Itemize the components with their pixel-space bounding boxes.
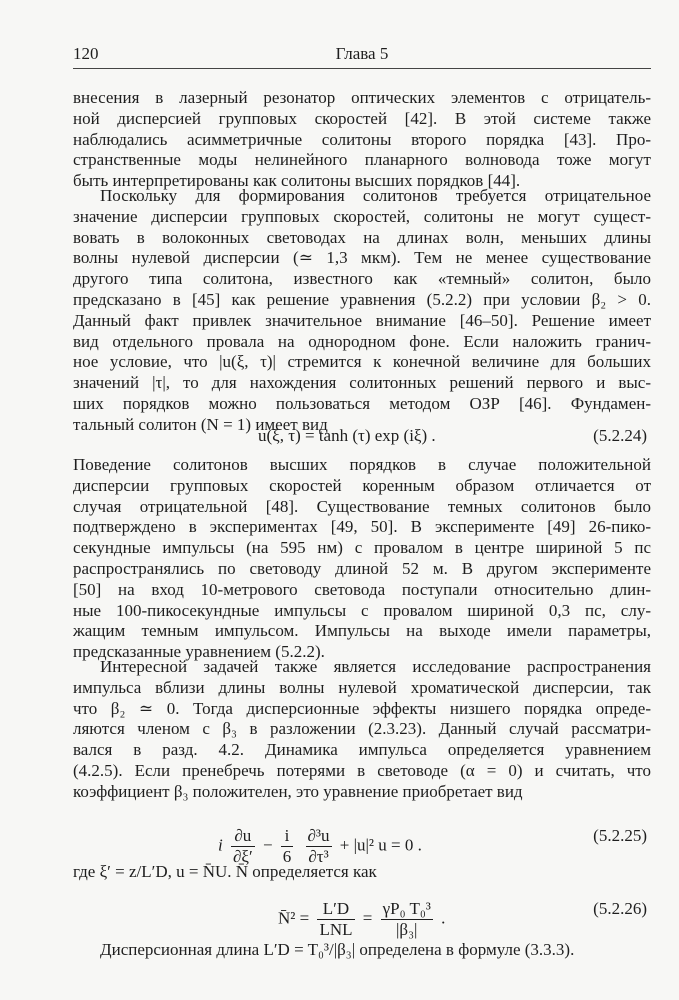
denominator: LNL	[319, 920, 353, 939]
denominator: |β₃|	[396, 920, 418, 939]
text-line: предсказано в [45] как решение уравнения (5.2.2) при условии β₂ > 0.	[73, 289, 651, 309]
text-line: ной дисперсией групповых скоростей [42]. В этой системе также	[73, 108, 651, 128]
text-line: тальный солитон (N = 1) имеет вид	[73, 414, 328, 434]
numerator: ∂u	[231, 826, 255, 847]
chapter-title: Глава 5	[335, 44, 389, 63]
header-rule	[73, 68, 651, 69]
text-line: ные 100-пикосекундные импульсы с провалом шириной 0,3 пс, слу-	[73, 600, 651, 620]
equation-number: (5.2.24)	[593, 426, 647, 445]
text-line: коэффициент β₃ положителен, это уравнение приобретает вид	[73, 781, 523, 801]
text-line: ших порядков можно пользоваться методом ОЗР [46]. Фундамен-	[73, 393, 651, 413]
text-line: распространялись по световоду длиной 52 м. В другом эксперименте	[73, 558, 651, 578]
text-line: подтверждено в экспериментах [49, 50]. В эксперименте [49] 26-пико-	[73, 517, 651, 537]
equation-expression	[218, 826, 422, 867]
numerator: γP₀ T₀³	[382, 899, 431, 918]
text-line: что β₂ ≃ 0. Тогда дисперсионные эффекты низшего порядка опреде-	[73, 698, 651, 718]
operator: −	[262, 835, 273, 855]
text-line: странственные моды нелинейного планарного волновода тоже могут	[73, 150, 651, 170]
text-line: секундные импульсы (на 595 нм) с провалом в центре шириной 5 пс	[73, 538, 651, 558]
text-line: наблюдались асимметричные солитоны второго порядка [43]. Про-	[73, 129, 651, 149]
text-line: вался в разд. 4.2. Динамика импульса определяется уравнением	[73, 740, 651, 760]
text-line: (4.2.5). Если пренебречь потерями в световоде (α = 0) и считать, что	[73, 760, 651, 780]
text-line: ное условие, что |u(ξ, τ)| стремится к конечной величине для больших	[73, 352, 651, 372]
text-line: вовать в волоконных световодах на длинах волн, меньших длины	[73, 227, 651, 247]
text-line: другого типа солитона, известного как «темный» солитон, было	[73, 269, 651, 289]
eq-end: .	[441, 908, 446, 928]
text-line: быть интерпретированы как солитоны высших порядков [44].	[73, 171, 521, 191]
definition-line: где ξ′ = z/L′D, u = N̄U. N̄ определяется как	[73, 862, 377, 881]
text-line: предсказанные уравнением (5.2.2).	[73, 642, 325, 662]
denominator: ∂ξ′	[232, 847, 253, 866]
text-line: Интересной задачей также является исследование распространения	[100, 657, 651, 676]
text-line: значение дисперсии групповых скоростей, солитоны не могут сущест-	[73, 206, 651, 226]
fraction	[381, 899, 433, 940]
eq-suffix: + |u|² u = 0 .	[339, 835, 422, 855]
paragraph-2	[73, 186, 651, 436]
fraction	[231, 826, 255, 867]
denominator: ∂τ³	[308, 847, 329, 866]
text-line: жащим темным импульсом. Импульсы на выходе имели параметры,	[73, 621, 651, 641]
equation-5-2-26	[73, 885, 651, 939]
operator: =	[362, 908, 373, 928]
paragraph-5	[73, 940, 651, 961]
text-line: [50] на вход 10-метрового световода поступали относительно длин-	[73, 579, 651, 599]
fraction	[306, 826, 332, 867]
text-line: волны нулевой дисперсии (≃ 1,3 мкм). Тем не менее существование	[73, 248, 651, 268]
text-line: ляются членом с β₃ в разложении (2.3.23). Данный случай рассматри-	[73, 719, 651, 739]
running-header	[73, 44, 651, 70]
equation-expression	[278, 899, 445, 940]
eq-lhs: N̄² =	[278, 908, 310, 928]
text-line: дисперсии групповых скоростей коренным образом отличается от	[73, 475, 651, 495]
equation-number: (5.2.25)	[593, 826, 647, 845]
text-line: Поведение солитонов высших порядков в случае положительной	[73, 455, 651, 474]
text-line: внесения в лазерный резонатор оптических элементов с отрицатель-	[73, 88, 651, 107]
page-number: 120	[73, 44, 99, 63]
numerator: ∂³u	[307, 826, 330, 845]
text-line: вид отдельного провала на однородном фоне. Если наложить гранич-	[73, 331, 651, 351]
equation-5-2-25	[73, 812, 651, 866]
numerator: i	[281, 826, 294, 847]
text-line: Поскольку для формирования солитонов требуется отрицательное	[100, 186, 651, 205]
fraction	[317, 899, 354, 940]
equation-number: (5.2.26)	[593, 899, 647, 918]
paragraph-3	[73, 455, 651, 663]
equation-5-2-24	[73, 426, 651, 448]
paragraph-1	[73, 88, 651, 192]
eq-prefix: i	[218, 835, 223, 855]
book-page	[73, 0, 651, 1000]
text-line: значений |τ|, то для нахождения солитонных решений первого и выс-	[73, 373, 651, 393]
text-line: случая отрицательной [48]. Существование темных солитонов было	[73, 496, 651, 516]
fraction	[281, 826, 294, 867]
equation-expression: u(ξ, τ) = tanh (τ) exp (iξ) .	[258, 426, 436, 445]
denominator: 6	[282, 847, 292, 866]
paragraph-4	[73, 657, 651, 803]
text-line: Данный факт привлек значительное внимание [46–50]. Решение имеет	[73, 310, 651, 330]
text-line: импульса вблизи длины волны нулевой хроматической дисперсии, так	[73, 677, 651, 697]
numerator: L′D	[317, 899, 354, 920]
text-line: Дисперсионная длина L′D = T₀³/|β₃| определена в формуле (3.3.3).	[100, 940, 575, 959]
